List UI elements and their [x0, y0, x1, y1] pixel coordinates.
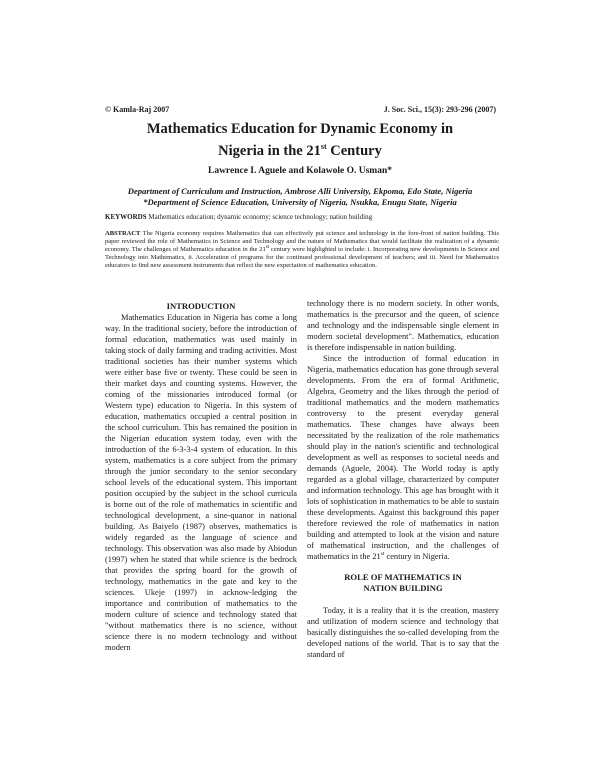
affiliation-1: Department of Curriculum and Instruction, Ambrose Alli University, Ekpoma, Edo State, Nigeria — [127, 186, 473, 196]
copyright-notice: © Kamla-Raj 2007 — [105, 105, 170, 114]
title-line-2: Nigeria in the 21st Century — [218, 142, 382, 159]
affiliation-2: *Department of Science Education, University of Nigeria, Nsukka, Enugu State, Nigeria — [143, 197, 457, 207]
paper-title — [100, 120, 500, 160]
keywords — [105, 213, 499, 221]
title-line-1: Mathematics Education for Dynamic Economy in — [146, 121, 454, 137]
author-list: Lawrence I. Aguele and Kolawole O. Usman* — [207, 166, 393, 176]
body-paragraph-2: Since the introduction of formal education in Nigeria, mathematics education has gone through several developments. From the era of formal Arithmetic, Algebra, Geometry and the likes through the period of traditional mathematics and the modern mathematics controversy to the present everyday general mathematics. These changes have always been necessitated by the realization of the role mathematics should play in the nation's scientific and technological development as well as responses to societal needs and demands (Aguele, 2004). The World today is aptly regarded as a global village, characterized by computer and information technology. This age has brought with it lots of sophistication in mathematics to be able to sustain these developments. Against this background this paper therefore reviewed the role of mathematics in nation building and attempted to look at the vision and nature of mathematical instruction, and the challenges of mathematics in the 21st century in Nigeria. — [307, 354, 499, 561]
introduction-paragraph: Mathematics Education in Nigeria has come a long way. In the traditional society, before the introduction of formal education, mathematics was used mainly in taking stock of daily farming and trading activities. Most traditional societies has their number systems which were either base five or twenty. These could be seen in their market days and counting systems. However, the coming of the missionaries introduced formal (or Western type) education to Nigeria. In this system of education, mathematics occupied a central position in the school curriculum. This has remained the position in the Nigerian education system today, even with the introduction of the 6-3-3-4 system of education. In this system, mathematics is a core subject from the primary through the junior secondary to the senior secondary school levels of the educational system. This important position occupied by the subject in the school curricula is borne out of the role of mathematics in scientific and technological development, a sine-quanor in national building. As Baiyelo (1987) observes, mathematics is widely regarded as the language of science and technology. This observation was also made by Abiodun (1997) when he stated that while science is the bedrock that provides the spring board for the growth of technology, mathematics in the gate and key to the sciences. Ukeje (1997) in acknow-ledging the importance and contribution of mathematics to the modern culture of science and technology stated that "without mathematics there is no science, without science there is no modern technology and without modern — [105, 312, 297, 652]
body-paragraph-1: technology there is no modern society. In other words, mathematics is the precursor and the queen, of science and technology and the indispensable single element in modern societal development". Mathematics, education is therefore indispensable in nation building. — [307, 299, 499, 352]
role-heading: ROLE OF MATHEMATICS IN NATION BUILDING — [344, 572, 462, 593]
journal-citation: J. Soc. Sci., 15(3): 293-296 (2007) — [383, 105, 496, 114]
left-column — [105, 301, 297, 653]
right-column — [307, 298, 499, 660]
keywords-label: KEYWORDS — [105, 213, 147, 221]
abstract: ABSTRACT The Nigeria economy requires Mathematics that can effectively put science and technology in the fore-front of nation building. This paper reviewed the role of Mathematics in Science and Technology and the nature of Mathematics that would facilitate the realization of a dynamic economy. The challenges of Mathematics education in the 21st century were highlighted to include: i. Incorporating new developments in Science and Technology into Mathematics, ii. Acceleration of programs for the continued professional development of teachers; and iii. Need for Mathematics educators to find new assessment instruments that reflect the new expectation of mathematics education. — [105, 230, 499, 270]
introduction-heading: INTRODUCTION — [166, 301, 236, 311]
body-paragraph-3: Today, it is a reality that it is the creation, mastery and utilization of modern science and technology that basically distinguishes the so-called developing from the developed nations of the world. That is to say that the standard of — [307, 606, 499, 659]
abstract-label: ABSTRACT — [105, 230, 141, 237]
keywords-text: Mathematics education; dynamic economy; science technology; nation building — [148, 213, 373, 221]
